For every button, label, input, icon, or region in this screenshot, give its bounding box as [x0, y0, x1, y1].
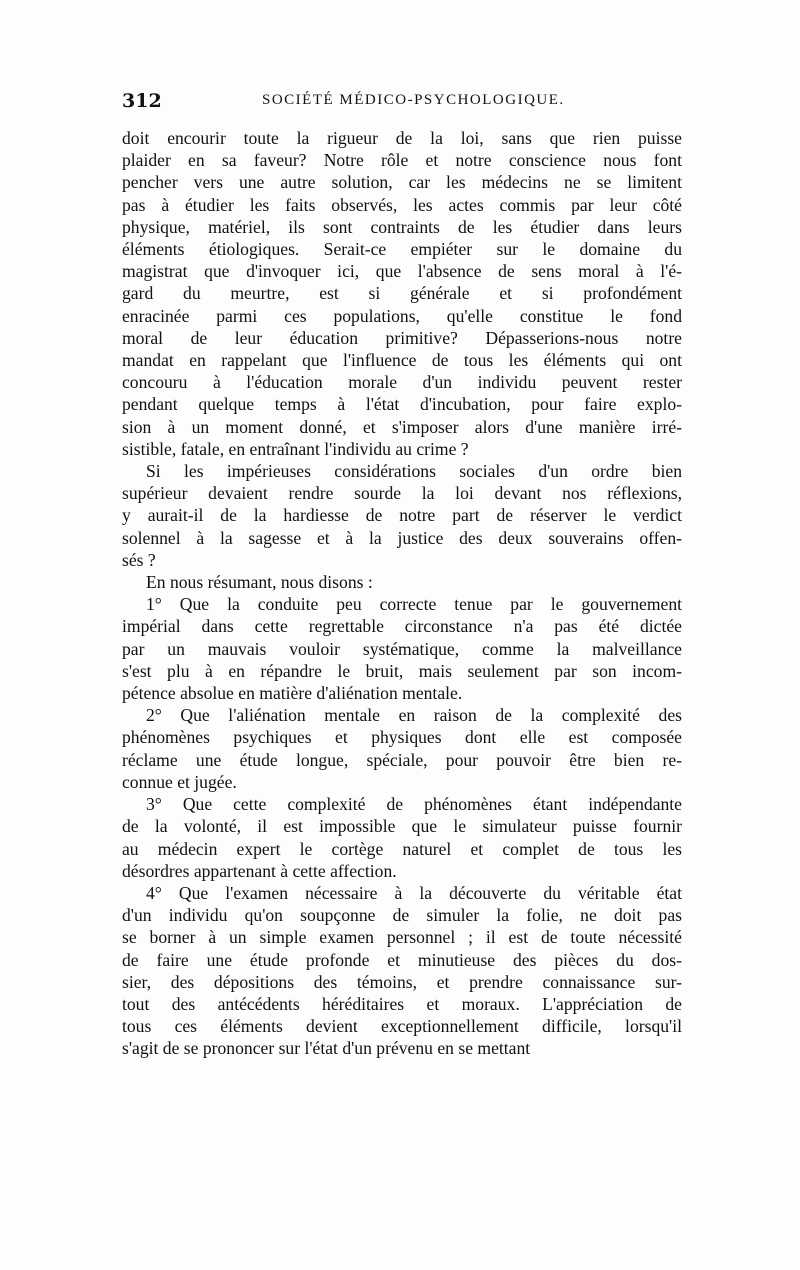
text-line: phénomènes psychiques et physiques dont elle est composée	[122, 727, 682, 748]
text-line: sier, des dépositions des témoins, et prendre connaissance sur-	[122, 971, 682, 992]
text-line: physique, matériel, ils sont contraints de les étudier dans leurs	[122, 216, 682, 237]
text-line: se borner à un simple examen personnel ; il est de toute nécessité	[122, 927, 682, 948]
page-number: 312	[122, 90, 162, 112]
text-line: au médecin expert le cortège naturel et complet de tous les	[122, 838, 682, 859]
text-line: y aurait-il de la hardiesse de notre part de réserver le verdict	[122, 505, 682, 526]
page-header	[122, 90, 682, 118]
text-line: s'agit de se prononcer sur l'état d'un prévenu en se mettant	[122, 1038, 531, 1059]
text-line: mandat en rappelant que l'influence de tous les éléments qui ont	[122, 350, 682, 371]
paragraph	[122, 882, 682, 1060]
text-line: désordres appartenant à cette affection.	[122, 860, 397, 881]
text-line: s'est plu à en répandre le bruit, mais seulement par son incom-	[122, 660, 682, 681]
text-line: enracinée parmi ces populations, qu'elle constitue le fond	[122, 305, 682, 326]
text-line: 2° Que l'aliénation mentale en raison de la complexité des	[146, 705, 682, 726]
text-line: éléments étiologiques. Serait-ce empiéter sur le domaine du	[122, 239, 682, 260]
text-line: 3° Que cette complexité de phénomènes étant indépendante	[146, 794, 682, 815]
paragraph	[122, 704, 682, 793]
text-line: Si les impérieuses considérations sociales d'un ordre bien	[146, 461, 682, 482]
text-line: 4° Que l'examen nécessaire à la découverte du véritable état	[146, 882, 682, 903]
text-line: pétence absolue en matière d'aliénation mentale.	[122, 683, 463, 704]
text-line: tout des antécédents héréditaires et moraux. L'appréciation de	[122, 993, 682, 1014]
text-line: magistrat que d'invoquer ici, que l'absence de sens moral à l'é-	[122, 261, 682, 282]
text-line: gard du meurtre, est si générale et si profondément	[122, 283, 682, 304]
text-line: sistible, fatale, en entraînant l'individu au crime ?	[122, 438, 469, 459]
text-line: supérieur devaient rendre sourde la loi devant nos réflexions,	[122, 483, 682, 504]
text-line: impérial dans cette regrettable circonstance n'a pas été dictée	[122, 616, 682, 637]
text-line: solennel à la sagesse et à la justice des deux souverains offen-	[122, 527, 682, 548]
text-line: plaider en sa faveur? Notre rôle et notre conscience nous font	[122, 150, 682, 171]
body-text	[122, 127, 682, 1060]
text-line: d'un individu qu'on soupçonne de simuler la folie, ne doit pas	[122, 905, 682, 926]
text-line: doit encourir toute la rigueur de la loi, sans que rien puisse	[122, 128, 682, 148]
paragraph	[122, 460, 682, 571]
running-title: SOCIÉTÉ MÉDICO-PSYCHOLOGIQUE.	[262, 92, 565, 108]
text-line: 1° Que la conduite peu correcte tenue par le gouvernement	[146, 594, 682, 615]
text-line: pencher vers une autre solution, car les médecins ne se limitent	[122, 172, 682, 193]
text-line: sés ?	[122, 549, 156, 570]
text-line: pas à étudier les faits observés, les actes commis par leur côté	[122, 194, 682, 215]
paragraph	[122, 571, 682, 593]
text-line: concouru à l'éducation morale d'un individu peuvent rester	[122, 372, 682, 393]
paragraph	[122, 127, 682, 460]
text-line: par un mauvais vouloir systématique, comme la malveillance	[122, 638, 682, 659]
text-line: En nous résumant, nous disons :	[146, 572, 373, 593]
paragraph	[122, 593, 682, 704]
text-line: pendant quelque temps à l'état d'incubation, pour faire explo-	[122, 394, 682, 415]
text-line: réclame une étude longue, spéciale, pour pouvoir être bien re-	[122, 749, 682, 770]
text-line: tous ces éléments devient exceptionnellement difficile, lorsqu'il	[122, 1016, 682, 1037]
text-line: sion à un moment donné, et s'imposer alors d'une manière irré-	[122, 416, 682, 437]
text-line: connue et jugée.	[122, 771, 237, 792]
paragraph	[122, 793, 682, 882]
text-line: moral de leur éducation primitive? Dépasserions-nous notre	[122, 327, 682, 348]
text-line: de la volonté, il est impossible que le simulateur puisse fournir	[122, 816, 682, 837]
text-line: de faire une étude profonde et minutieuse des pièces du dos-	[122, 949, 682, 970]
